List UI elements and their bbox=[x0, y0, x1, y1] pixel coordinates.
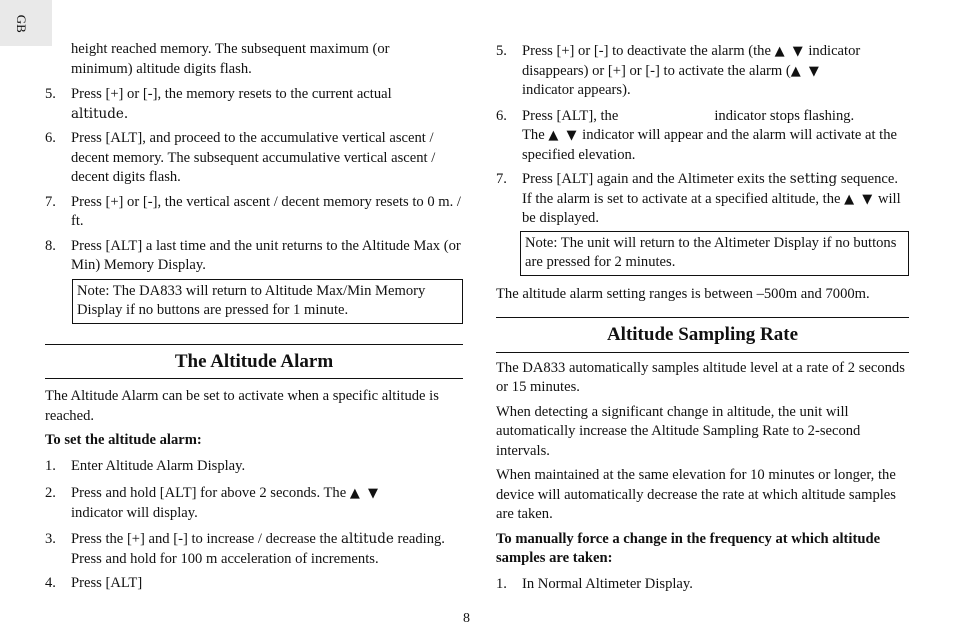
continued-text: height reached memory. The subsequent maximum (or minimum) altitude digits flash. bbox=[71, 41, 390, 77]
list-item: 1. Enter Altitude Alarm Display. bbox=[45, 457, 246, 474]
section-title-altitude-alarm: The Altitude Alarm bbox=[45, 344, 463, 380]
page-number: 8 bbox=[463, 611, 470, 626]
list-item: 6. Press [ALT], the indicator stops flashing. The ▲ ▼ indicator will appear and the alarm will activate at the specified elevation. bbox=[496, 107, 898, 163]
paragraph: The DA833 automatically samples altitude level at a rate of 2 seconds or 15 minutes. bbox=[496, 359, 905, 395]
list-item: 7. Press [+] or [-], the vertical ascent / decent memory resets to 0 m. / ft. bbox=[45, 193, 461, 229]
language-tab-label: GB bbox=[13, 14, 29, 33]
alarm-indicator-icon: ▲ ▼ bbox=[548, 128, 579, 143]
right-column bbox=[496, 42, 909, 599]
list-item: 3. Press the [+] and [-] to increase / decrease the altitude reading. Press and hold for 100 m acceleration of increments. bbox=[45, 531, 445, 567]
alarm-indicator-icon: ▲ ▼ bbox=[790, 63, 821, 79]
list-item: 5. Press [+] or [-], the memory resets to the current actual altitude. bbox=[45, 86, 392, 122]
paragraph: When maintained at the same elevation for 10 minutes or longer, the device will automatically decrease the rate at which altitude samples are taken. bbox=[496, 467, 896, 522]
note-box: Note: The unit will return to the Altimeter Display if no buttons are pressed for 2 minutes. bbox=[520, 231, 909, 276]
alarm-indicator-icon: ▲ ▼ bbox=[774, 44, 805, 59]
paragraph: When detecting a significant change in altitude, the unit will automatically increase the Altitude Sampling Rate to 2-second intervals. bbox=[496, 403, 861, 459]
list-item: 4. Press [ALT] bbox=[45, 575, 143, 591]
intro-paragraph: The Altitude Alarm can be set to activate when a specific altitude is reached. bbox=[45, 388, 439, 424]
subheading: To manually force a change in the frequency at which altitude samples are taken: bbox=[496, 530, 881, 566]
alarm-indicator-icon: ▲ ▼ bbox=[844, 191, 875, 207]
list-item: 2. Press and hold [ALT] for above 2 seconds. The ▲ ▼ indicator will display. bbox=[45, 485, 380, 521]
list-item: 8. Press [ALT] a last time and the unit returns to the Altitude Max (or Min) Memory Display. bbox=[45, 237, 461, 273]
list-item: 5. Press [+] or [-] to deactivate the alarm (the ▲ ▼ indicator disappears) or [+] or [-] to activate the alarm (▲ ▼ indicator appears). bbox=[496, 43, 861, 98]
note-box: Note: The DA833 will return to Altitude Max/Min Memory Display if no buttons are pressed for 1 minute. bbox=[72, 279, 463, 324]
ranges-paragraph: The altitude alarm setting ranges is between –500m and 7000m. bbox=[496, 285, 870, 302]
list-item: 7. Press [ALT] again and the Altimeter exits the setting sequence. If the alarm is set to activate at a specified altitude, the ▲ ▼ will be displayed. bbox=[496, 171, 901, 226]
left-column bbox=[45, 40, 463, 599]
list-item: 6. Press [ALT], and proceed to the accumulative vertical ascent / decent memory. The subsequent accumulative vertical ascent / decent digits flash. bbox=[45, 130, 436, 185]
subheading: To set the altitude alarm: bbox=[45, 432, 202, 448]
list-item: 1. In Normal Altimeter Display. bbox=[496, 575, 693, 592]
alarm-indicator-icon: ▲ ▼ bbox=[349, 486, 380, 501]
section-title-sampling-rate: Altitude Sampling Rate bbox=[496, 317, 909, 353]
